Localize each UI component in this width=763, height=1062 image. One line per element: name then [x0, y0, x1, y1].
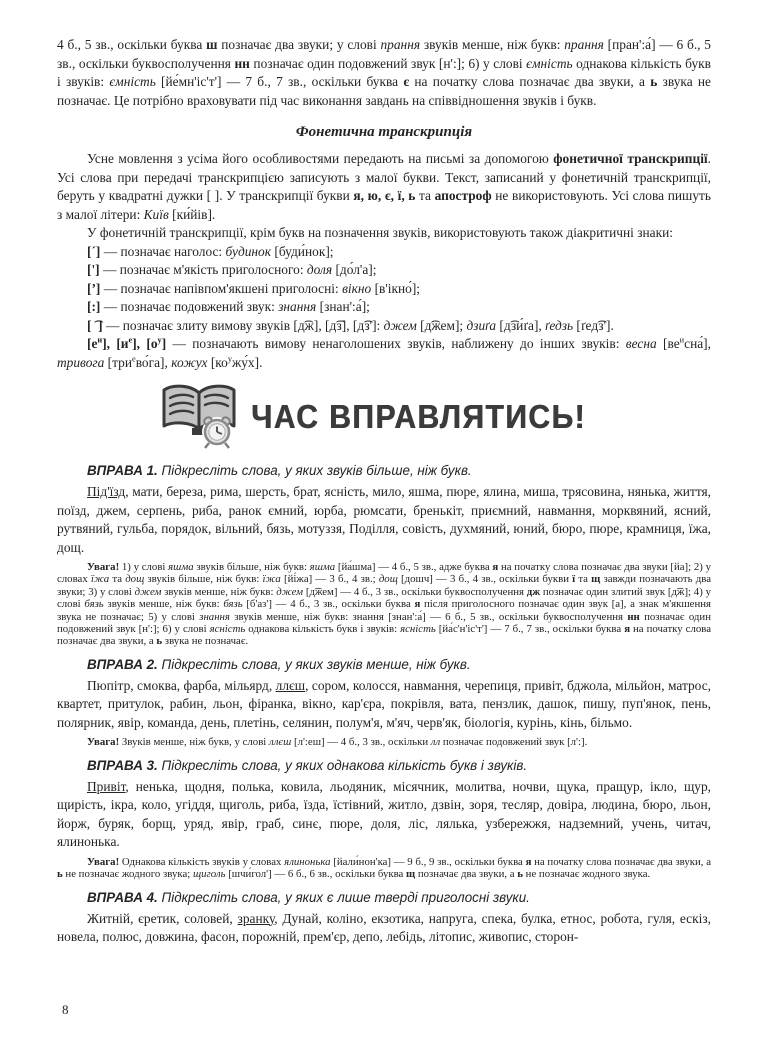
exercise-instruction: Підкресліть слова, у яких є лише тверді приголосні звуки.	[161, 889, 530, 905]
practice-banner	[157, 382, 711, 454]
diacritic-item: [’] — позначає напівпом'якшені приголосні: вікно [в'ікно́];	[87, 280, 421, 296]
exercise-note: Увага! 1) у слові яшма звуків більше, ніж букв: яшма [йа́шма] — 4 б., 5 зв., адже буква я на початку слова позначає два звуки [йа]; 2) у словах їжа та дощ звуків більше, ніж букв: їжа [йі́жа] — 3 б., 4 зв.; дощ [дошч] — 3 б., 4 зв., оскільки букви ї та щ завжди позначають два звуки; 3) у слові джем звуків менше, ніж букв: джем [д͡жем] — 4 б., 3 зв., оскільки буквосполучення дж позначає один злитий звук [д͡ж]; 4) у слові бязь звуків менше, ніж букв: бязь [б'аз'] — 4 б., 3 зв., оскільки буква я після приголосного позначає один звук [а], а знак м'якшення звука не позначає; 5) у слові знання звуків менше, ніж букв: знання [знан':а́] — 6 б., 5 зв., оскільки буквосполучення нн позначає один подовжений звук [н':]; 6) у слові ясність однакова кількість букв і звуків: ясність [йа́с'н'іс'т'] — 7 б., 7 зв., оскільки буква я на початку слова позначає два звуки, а ь звука не позначає.	[57, 561, 711, 648]
section-paragraph: Усне мовлення з усіма його особливостями передають на письмі за допомогою фонетичної транскрипції. Усі слова при передачі транскрипцією записують з малої букви. Текст, записаний у фонетичній транскрипції, беруть у квадратні дужки [ ]. У транскрипції букви я, ю, є, ї, ь та апостроф не використовують. Усі слова пишуть з малої літери: Київ [ки́йів].	[57, 151, 711, 222]
exercise-body: Житній, єретик, соловей, зранку, Дунай, коліно, екзотика, напруга, спека, булка, етнос, робота, гуля, ескіз, новела, полюс, довжина, фасон, порожній, прем'єр, депо, лебідь, літопис, живопис, сторон-	[57, 910, 711, 945]
exercise-body: Пюпітр, смоква, фарба, мільярд, ллєш, сором, колосся, навмання, черепиця, привіт, бджола, мільйон, матрос, квартет, притулок, рабин, льон, фіранка, вікно, кар'єра, покрівля, вата, пензлик, дашок, пишу, пуп'янок, пень, полярник, явір, команда, день, плетінь, селянин, полум'я, м'яч, черв'як, біологія, курінь, кінь, більмо.	[57, 677, 711, 730]
diacritic-item: [ ͡ ] — позначає злиту вимову звуків [д͡ж], [д͡з], [д͡з']: джем [д͡жем]; дзиґа [д͡зи́ґа], ґедзь [ґед͡з'].	[87, 317, 614, 333]
exercise-body: Під'їзд, мати, береза, рима, шерсть, брат, ясність, мило, яшма, пюре, ялина, миша, трясовина, нянька, життя, поїзд, джем, серпень, риба, ранок ємний, юрба, рюмсати, бренькіт, приємний, навмання, морквяний, ясний, рутвяний, гульба, порядок, вільний, бязь, мотуззя, Поділля, совість, духмяний, юний, бюро, пюре, крамниця, їжа, дощ.	[57, 484, 711, 555]
exercise-header	[57, 757, 711, 774]
exercise-instruction: Підкресліть слова, у яких однакова кількість букв і звуків.	[161, 757, 528, 773]
exercise-label: ВПРАВА 2.	[87, 656, 158, 672]
exercise-note: Увага! Звуків менше, ніж букв, у слові ллєш [л':еш] — 4 б., 3 зв., оскільки лл позначає подовжений звук [л':].	[87, 736, 588, 749]
exercise-label: ВПРАВА 3.	[87, 757, 158, 773]
exercise-1	[57, 462, 711, 648]
exercise-2	[57, 656, 711, 749]
exercise-note: Увага! Однакова кількість звуків у словах ялинонька [йали́нон'ка] — 9 б., 9 зв., оскільки буква я на початку слова позначає два звуки, а ь не позначає жодного звука; щиголь [шчи́гол'] — 6 б., 6 зв., оскільки буква щ позначає два звуки, а ь не позначає жодного звука.	[57, 855, 712, 881]
exercise-header	[57, 462, 711, 479]
unstressed-sounds-paragraph: $[е^и]$, $[и^е]$, $[о^у]$ — позначають вимову ненаголошених звуків, наближену до інших звуків: весна $[ве^исна́]$, тривога [три$^е$во́га], кожух $[ко^ужу́х]$.	[57, 335, 711, 370]
diacritic-item: ['] — позначає м'якість приголосного: доля [до́л'а];	[87, 262, 377, 277]
page-number: 8	[62, 1002, 69, 1017]
exercise-4	[57, 889, 711, 947]
diacritic-item: [:] — позначає подовжений звук: знання [знан':а́];	[87, 299, 370, 314]
section-title: Фонетична транскрипція	[295, 124, 473, 140]
exercise-label: ВПРАВА 4.	[87, 889, 158, 905]
diacritics-list	[57, 243, 711, 336]
diacritic-item: [´] — позначає наголос: будинок [буди́нок];	[87, 243, 334, 259]
page-content	[57, 36, 711, 947]
banner-title: ЧАС ВПРАВЛЯТИСЬ!	[251, 399, 586, 436]
exercise-instruction: Підкресліть слова, у яких звуків більше, ніж букв.	[161, 463, 472, 478]
exercise-instruction: Підкресліть слова, у яких звуків менше, ніж букв.	[161, 656, 471, 672]
exercise-3	[57, 757, 711, 881]
intro-paragraph: 4 б., 5 зв., оскільки буква ш позначає два звуки; у слові прання звуків менше, ніж букв: прання [пран':а́] — 6 б., 5 зв., оскільки буквосполучення нн позначає один подовжений звук [н':]; 6) у слові ємність однакова кількість букв і звуків: ємність [йе́мн'іс'т'] — 7 б., 7 зв., оскільки буква є на початку слова позначає два звуки, а ь звука не позначає. Це потрібно враховувати під час виконання завдань на співвідношення звуків і букв.	[57, 37, 711, 108]
exercise-header	[57, 656, 711, 673]
exercise-header	[57, 889, 711, 906]
diacritics-intro: У фонетичній транскрипції, крім букв на позначення звуків, використовують також діакритичні знаки:	[87, 225, 674, 240]
open-book-alarm-clock-icon	[157, 381, 245, 456]
exercise-body: Привіт, ненька, щодня, полька, ковила, льодяник, місячник, молитва, ночви, щука, пращур, ікло, щур, щирість, ікра, коло, угіддя, щиголь, риба, їзда, їстівний, житло, дзвін, зоря, тесляр, довіра, людина, бюро, льон, йорж, буряк, борщ, уряд, явір, граб, синє, пюре, доля, ліс, лялька, узбережжя, надземний, учень, читач, ялинонька.	[57, 778, 711, 850]
exercise-label: ВПРАВА 1.	[87, 463, 158, 478]
